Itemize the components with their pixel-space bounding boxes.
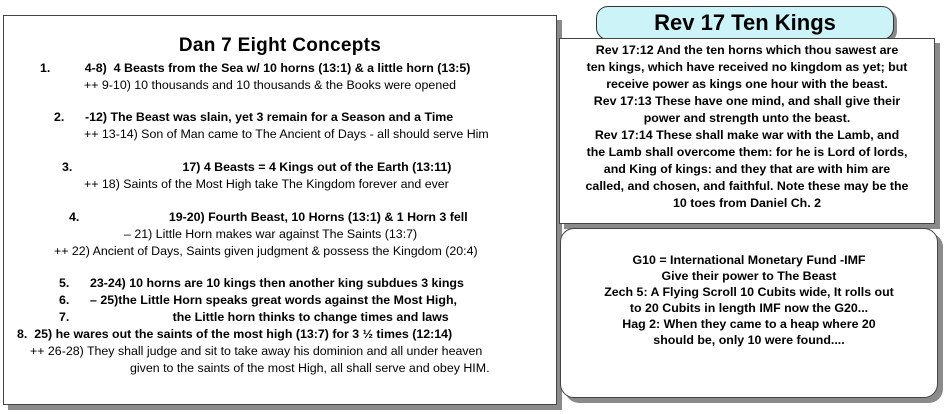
g10-text <box>561 252 937 348</box>
rev17-text <box>560 42 934 212</box>
g10-line: Hag 2: When they came to a heap where 20 <box>622 317 876 331</box>
dan7-line: – 21) Little Horn makes war against The Saints (13:7) <box>124 227 418 241</box>
g10-line: G10 = International Monetary Fund -IMF <box>632 253 866 267</box>
dan7-line: ++ 13-14) Son of Man came to The Ancient of Days - all should serve Him <box>84 127 489 141</box>
dan7-line: ++ 22) Ancient of Days, Saints given judgment & possess the Kingdom (20:4) <box>54 244 478 258</box>
g10-line: Zech 5: A Flying Scroll 10 Cubits wide, It rolls out <box>604 285 894 299</box>
dan7-line: ++ 18) Saints of the Most High take The Kingdom forever and ever <box>84 177 449 191</box>
g10-line: Give their power to The Beast <box>661 269 837 283</box>
rev17-line: receive power as kings one hour with the beast. <box>606 77 888 91</box>
dan7-title: Dan 7 Eight Concepts <box>178 35 382 56</box>
dan7-line: 6. – 25)the Little Horn speaks great words against the Most High, <box>59 293 457 307</box>
dan7-line: 1. 4-8) 4 Beasts from the Sea w/ 10 horns (13:1) & a little horn (13:5) <box>40 61 471 75</box>
dan7-line: 3. 17) 4 Beasts = 4 Kings out of the Earth (13:11) <box>62 160 452 174</box>
rev17-panel <box>559 38 935 224</box>
dan7-line: 2. -12) The Beast was slain, yet 3 remain for a Season and a Time <box>54 110 454 124</box>
rev17-line: called, and chosen, and faithful. Note these may be the <box>585 179 909 193</box>
dan7-line: ++ 9-10) 10 thousands and 10 thousands & the Books were opened <box>84 78 456 92</box>
rev17-line: power and strength unto the beast. <box>643 111 851 125</box>
rev17-line: and King of kings: and they that are with him are <box>603 162 891 176</box>
rev17-title: Rev 17 Ten Kings <box>596 6 894 40</box>
g10-line: should be, only 10 were found.... <box>653 333 845 347</box>
rev17-line: 10 toes from Daniel Ch. 2 <box>672 196 822 210</box>
dan7-line: 5. 23-24) 10 horns are 10 kings then another king subdues 3 kings <box>59 276 464 290</box>
dan7-line: ++ 26-28) They shall judge and sit to take away his dominion and all under heaven <box>30 344 483 358</box>
rev17-line: the Lamb shall overcome them: for he is Lord of lords, <box>586 145 908 159</box>
rev17-line: Rev 17:12 And the ten horns which thou sawest are <box>595 43 899 57</box>
g10-panel <box>560 228 938 398</box>
dan7-line: 8. 25) he wares out the saints of the most high (13:7) for 3 ½ times (12:14) <box>17 327 453 341</box>
dan7-line: 7. the Little horn thinks to change times and laws <box>59 310 449 324</box>
g10-line: to 20 Cubits in length IMF now the G20... <box>629 301 869 315</box>
dan7-line: given to the saints of the most High, all shall serve and obey HIM. <box>130 361 490 375</box>
dan7-line: 4. 19-20) Fourth Beast, 10 Horns (13:1) & 1 Horn 3 fell <box>69 210 468 224</box>
rev17-line: Rev 17:13 These have one mind, and shall give their <box>593 94 901 108</box>
rev17-line: Rev 17:14 These shall make war with the Lamb, and <box>594 128 900 142</box>
rev17-line: ten kings, which have received no kingdom as yet; but <box>586 60 908 74</box>
dan7-panel <box>3 15 557 405</box>
